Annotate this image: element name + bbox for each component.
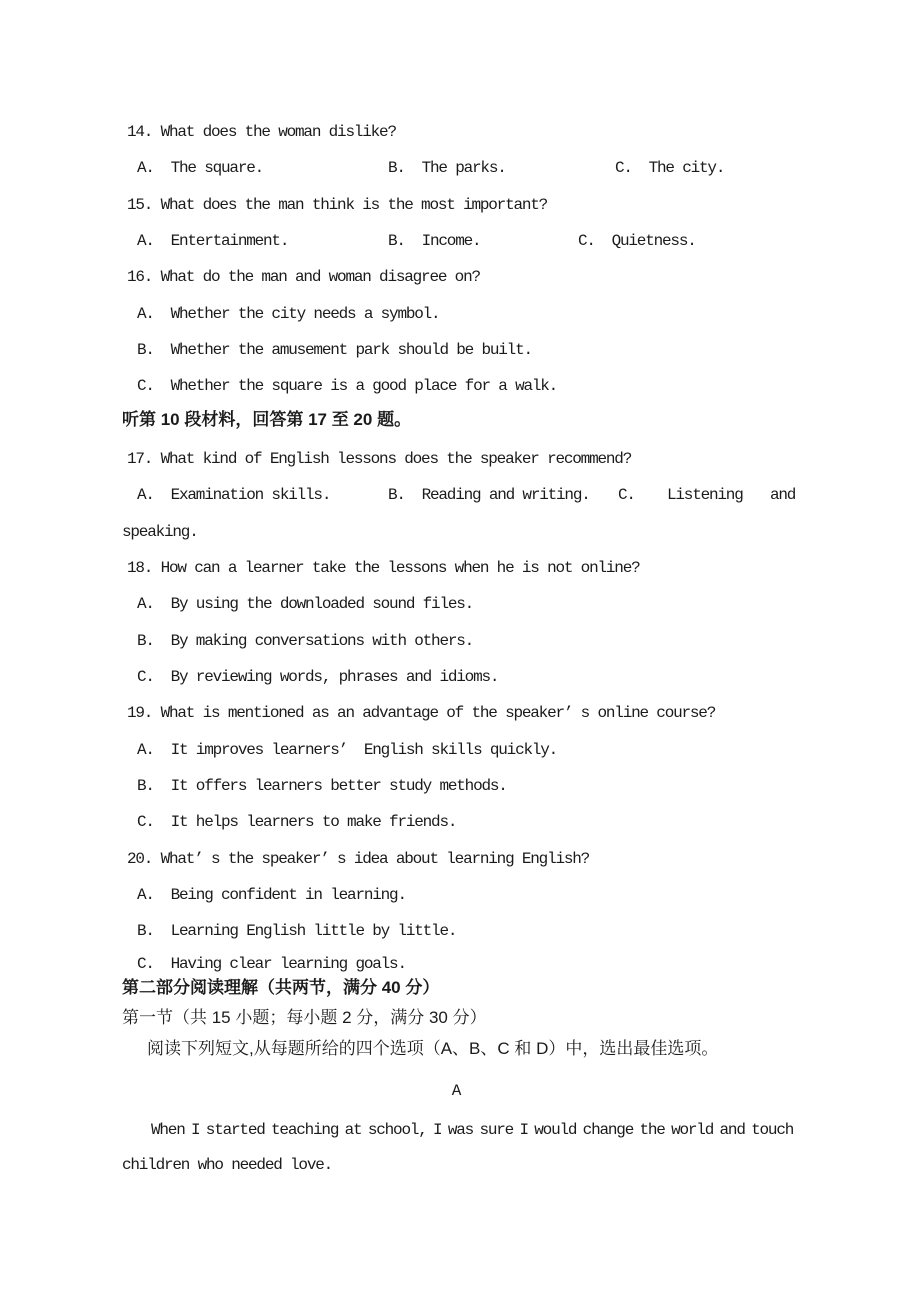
reading-section-header: 第一节（共 15 小题；每小题 2 分，满分 30 分）	[122, 1008, 487, 1027]
passage-label: A	[451, 1082, 461, 1100]
reading-instruction: 阅读下列短文,从每题所给的四个选项（A、B、C 和 D）中，选出最佳选项。	[147, 1039, 719, 1058]
question-19-text: 19. What is mentioned as an advantage of the speaker’ s online course?	[127, 704, 716, 722]
question-17-text: 17. What kind of English lessons does the speaker recommend?	[127, 450, 632, 468]
question-15-text: 15. What does the man think is the most important?	[127, 196, 548, 214]
question-16-text: 16. What do the man and woman disagree on?	[127, 268, 480, 286]
listening-material-note: 听第 10 段材料，回答第 17 至 20 题。	[122, 410, 412, 429]
question-20-text: 20. What’ s the speaker’ s idea about learning English?	[127, 850, 590, 868]
question-14-text: 14. What does the woman dislike?	[127, 123, 396, 141]
q17-option-c-word2: and	[770, 486, 796, 504]
q20-option-a: A. Being confident in learning.	[137, 886, 406, 904]
q18-option-b: B. By making conversations with others.	[137, 632, 474, 650]
q19-option-b: B. It offers learners better study methods.	[137, 777, 507, 795]
q17-option-c-continuation: speaking.	[122, 523, 198, 541]
q20-option-c: C. Having clear learning goals.	[137, 955, 406, 973]
q15-option-a: A. Entertainment.	[137, 232, 289, 250]
q18-option-a: A. By using the downloaded sound files.	[137, 595, 474, 613]
q17-option-c-word1: Listening	[667, 486, 743, 504]
q14-option-a: A. The square.	[137, 159, 264, 177]
q16-option-b: B. Whether the amusement park should be built.	[137, 341, 532, 359]
q18-option-c: C. By reviewing words, phrases and idioms.	[137, 668, 499, 686]
q16-option-c: C. Whether the square is a good place for a walk.	[137, 377, 558, 395]
passage-line-2: children who needed love.	[122, 1156, 333, 1174]
q17-option-a: A. Examination skills.	[137, 486, 331, 504]
question-15-options	[0, 229, 920, 349]
q15-option-b: B. Income.	[388, 232, 481, 250]
q17-option-b: B. Reading and writing.	[388, 486, 590, 504]
q20-option-b: B. Learning English little by little.	[137, 922, 457, 940]
reading-part-header: 第二部分阅读理解（共两节，满分 40 分）	[122, 978, 440, 997]
q17-option-c-label: C.	[618, 486, 635, 504]
passage-line-1: When I started teaching at school, I was sure I would change the world and touch	[151, 1121, 794, 1139]
q19-option-a: A. It improves learners’ English skills quickly.	[137, 741, 558, 759]
q14-option-b: B. The parks.	[388, 159, 506, 177]
q14-option-c: C. The city.	[615, 159, 725, 177]
q16-option-a: A. Whether the city needs a symbol.	[137, 305, 440, 323]
question-18-text: 18. How can a learner take the lessons when he is not online?	[127, 559, 640, 577]
q19-option-c: C. It helps learners to make friends.	[137, 813, 457, 831]
q15-option-c: C. Quietness.	[578, 232, 696, 250]
